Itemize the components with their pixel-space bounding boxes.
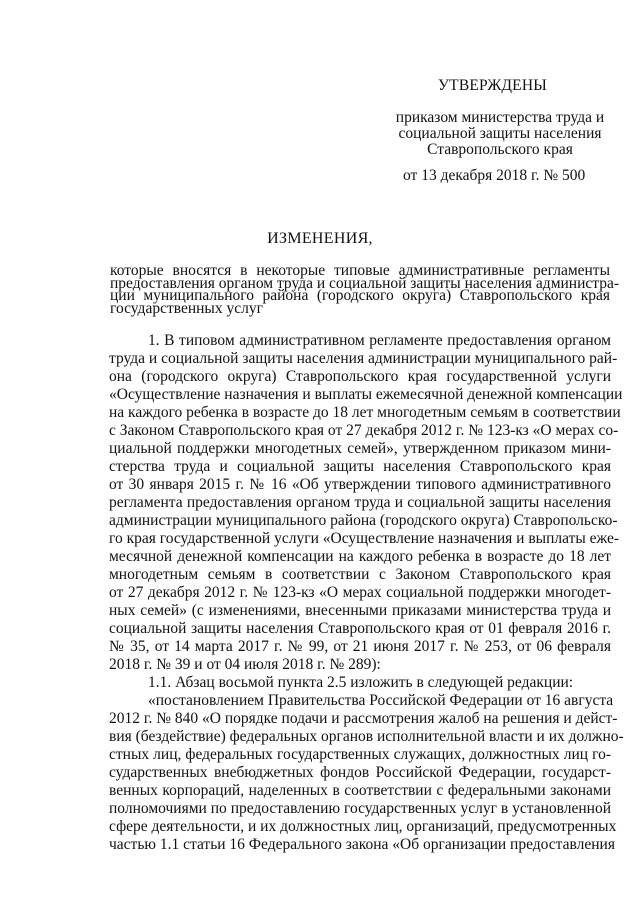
subtitle-line: которые вносятся в некоторые типовые административные регламенты: [110, 262, 610, 279]
body-line: «Осуществление назначения и выплаты ежемесячной денежной компенсации: [109, 386, 623, 403]
subtitle-line: ции муниципального района (городского округа) Ставропольского края: [110, 287, 610, 304]
body-line: 2018 г. № 39 и от 04 июля 2018 г. № 289):: [109, 656, 381, 673]
body-line: № 35, от 14 марта 2017 г. № 99, от 21 июня 2017 г. № 253, от 06 февраля: [109, 638, 611, 655]
body-line: месячной денежной компенсации на каждого ребенка в возрасте до 18 лет: [109, 548, 611, 565]
body-line: циальной поддержки многодетных семей», утвержденном приказом мини-: [109, 440, 611, 457]
document-title: ИЗМЕНЕНИЯ,: [267, 230, 373, 247]
subtitle-line: предоставления органом труда и социальной защиты населения администра-: [110, 274, 620, 292]
body-line: многодетным семьям в соответствии с Законом Ставропольского края: [109, 566, 611, 583]
approval-line: приказом министерства труда и: [395, 109, 605, 126]
body-line: 2012 г. № 840 «О порядке подачи и рассмотрения жалоб на решения и дейст-: [109, 710, 618, 727]
body-line: вия (бездействие) федеральных органов исполнительной власти и их должно-: [109, 728, 624, 745]
approval-lines: [390, 110, 610, 158]
body-line: она (городского округа) Ставропольского края государственной услуги: [109, 368, 611, 385]
body-line: го края государственной услуги «Осуществление назначения и выплаты еже-: [109, 530, 620, 547]
body-line: на каждого ребенка в возрасте до 18 лет многодетным семьям в соответствии: [109, 404, 621, 421]
body-line: от 27 декабря 2012 г. № 123-кз «О мерах социальной поддержки многодет-: [109, 584, 611, 601]
approval-date: от 13 декабря 2018 г. № 500: [403, 167, 586, 184]
body-line: социальной защиты населения Ставропольского края от 01 февраля 2016 г.: [109, 620, 611, 637]
body-line: «постановлением Правительства Российской Федерации от 16 августа: [148, 692, 614, 709]
subtitle-line: государственных услуг: [110, 299, 263, 317]
document-subtitle: [110, 262, 620, 317]
body-line: 1. В типовом административном регламенте предоставления органом: [148, 332, 611, 349]
approval-line: Ставропольского края: [427, 141, 573, 158]
body-line: с Законом Ставропольского края от 27 декабря 2012 г. № 123-кз «О мерах со-: [109, 422, 619, 439]
body-line: сфере деятельности, и их должностных лиц, организаций, предусмотренных: [109, 818, 617, 835]
body-line: полномочиями по предоставлению государственных услуг в установленной: [109, 800, 611, 817]
body-line: ных семей» (с изменениями, внесенными приказами министерства труда и: [109, 602, 611, 619]
document-body: [109, 332, 624, 854]
body-line: регламента предоставления органом труда и социальной защиты населения: [109, 494, 611, 511]
body-line: частью 1.1 статьи 16 Федерального закона «Об организации предоставления: [109, 836, 615, 853]
body-line: сударственных внебюджетных фондов Российской Федерации, государст-: [109, 764, 611, 781]
body-line: венных корпораций, наделенных в соответствии с федеральными законами: [109, 782, 611, 799]
body-line: стерства труда и социальной защиты населения Ставропольского края: [109, 458, 611, 475]
body-line: стных лиц, федеральных государственных служащих, должностных лиц го-: [109, 746, 611, 763]
body-line: администрации муниципального района (городского округа) Ставропольско-: [109, 512, 618, 529]
approval-title: УТВЕРЖДЕНЫ: [438, 77, 547, 94]
body-line: 1.1. Абзац восьмой пункта 2.5 изложить в следующей редакции:: [148, 674, 574, 691]
body-line: труда и социальной защиты населения администрации муниципального рай-: [109, 350, 618, 367]
approval-line: социальной защиты населения: [398, 125, 602, 142]
body-line: от 30 января 2015 г. № 16 «Об утверждении типового административного: [109, 476, 611, 493]
